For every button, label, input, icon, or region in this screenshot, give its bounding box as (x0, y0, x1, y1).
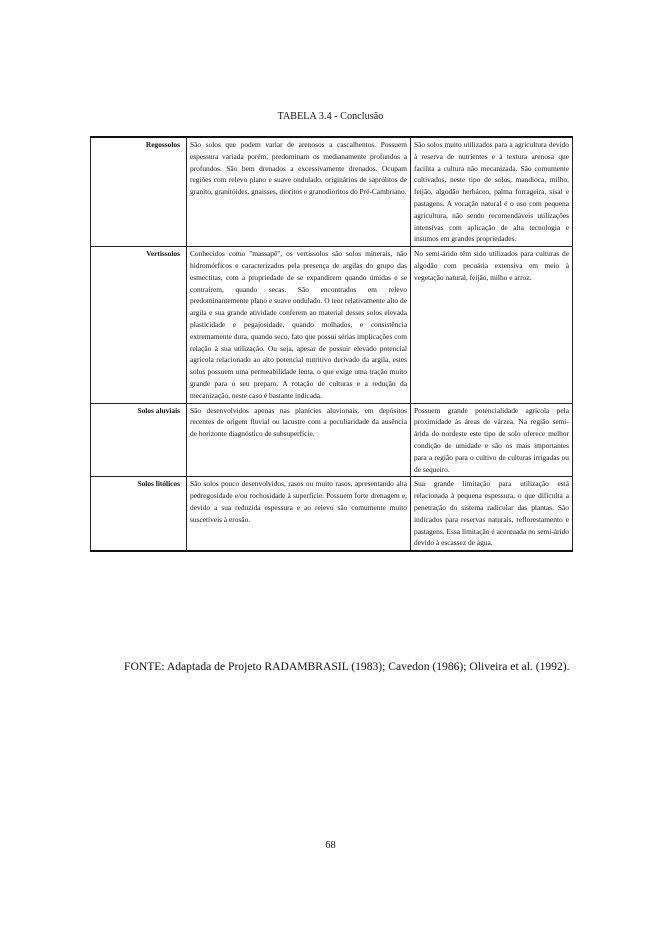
table-row (91, 247, 573, 403)
soil-name: Regossolos (91, 137, 187, 247)
soil-use: Sua grande limitação para utilização está relacionada à pequena espessura, o que dificulta a penetração do sistema radicular das plantas. São indicados para reservas naturais, reflorestamento e pastagens. Essa limitação é acentuada no semi-árido devido à escassez de água. (411, 477, 573, 551)
table-row (91, 477, 573, 551)
soil-description: São desenvolvidos apenas nas planícies aluvionais, em depósitos recentes de origem fluvial ou lacustre com a peculiaridade da ausência de horizonte diagnóstico de subsuperfície. (187, 403, 411, 477)
soil-description: São solos que podem variar de arenosos a cascalhentos. Possuem espessura variada porém, predominam os medianamente profundos a profundos. São bem drenados a excessivamente drenados. Ocupam regiões com relevo plano e suave ondulado, originários de saprólitos de granito, granitóides, gnaisses, dioritos e granodioritos do Pré-Cambriano. (187, 137, 411, 247)
soil-description: São solos pouco desenvolvidos, rasos ou muito rasos, apresentando alta pedregosidade e/ou rochosidade à superfície. Possuem forte drenagem e, devido a sua reduzida espessura e ao relevo são comumente muito suscetíveis à erosão. (187, 477, 411, 551)
soil-name: Solos litólicos (91, 477, 187, 551)
soil-use: No semi-árido têm sido utilizados para culturas de algodão com pecuária extensiva em meio à vegetação natural, feijão, milho e arroz. (411, 247, 573, 403)
soil-use: São solos muito utilizados para a agricultura devido à reserva de nutrientes e à textura arenosa que facilita a cultura não mecanizada. São comumente cultivados, neste tipo de solos, mandioca, milho, feijão, algodão herbáceo, palma forrageira, sisal e pastagens. A vocação natural é o uso com pequena agricultura, não sendo recomendáveis utilizações intensivas com aplicação de alta tecnologia e insumos em grandes propriedades. (411, 137, 573, 247)
table-row (91, 137, 573, 247)
soil-name: Solos aluviais (91, 403, 187, 477)
soil-use: Possuem grande potencialidade agrícola pela proximidade às áreas de várzea. Na região semi-árida do nordeste este tipo de solo oferece melhor condição de umidade e são os mais importantes para a região para o cultivo de culturas irrigadas ou de sequeiro. (411, 403, 573, 477)
table-caption: TABELA 3.4 - Conclusão (277, 111, 384, 122)
soil-table (90, 136, 573, 552)
soil-description: Conhecidos como "massapê", os vertissolos são solos minerais, não hidromórficos e caracterizados pela presença de argilas do grupo das esmectitas, com a propriedade de se expandirem quando úmidas e se contraírem, quando secas. São encontrados em relevo predominantemente plano e suave ondulado. O teor relativamente alto de argila e sua grande atividade conferem ao material desses solos elevada plasticidade e pegajosidade, quando molhados, e consistência extremamente dura, quando seco, fato que possui sérias implicações com relação à sua utilização. Ou seja, apesar de possuir elevado potencial agrícola relacionado ao alto potencial nutritivo derivado da argila, estes solos possuem uma permeabilidade lenta, o que exige uma tração muito grande para o seu preparo. A rotação de culturas e a redução da mecanização, neste caso é bastante indicada. (187, 247, 411, 403)
table-row (91, 403, 573, 477)
page-number: 68 (325, 840, 336, 851)
soil-name: Vertissolos (91, 247, 187, 403)
source-note: FONTE: Adaptada de Projeto RADAMBRASIL (1983); Cavedon (1986); Oliveira et al. (1992). (124, 660, 570, 673)
